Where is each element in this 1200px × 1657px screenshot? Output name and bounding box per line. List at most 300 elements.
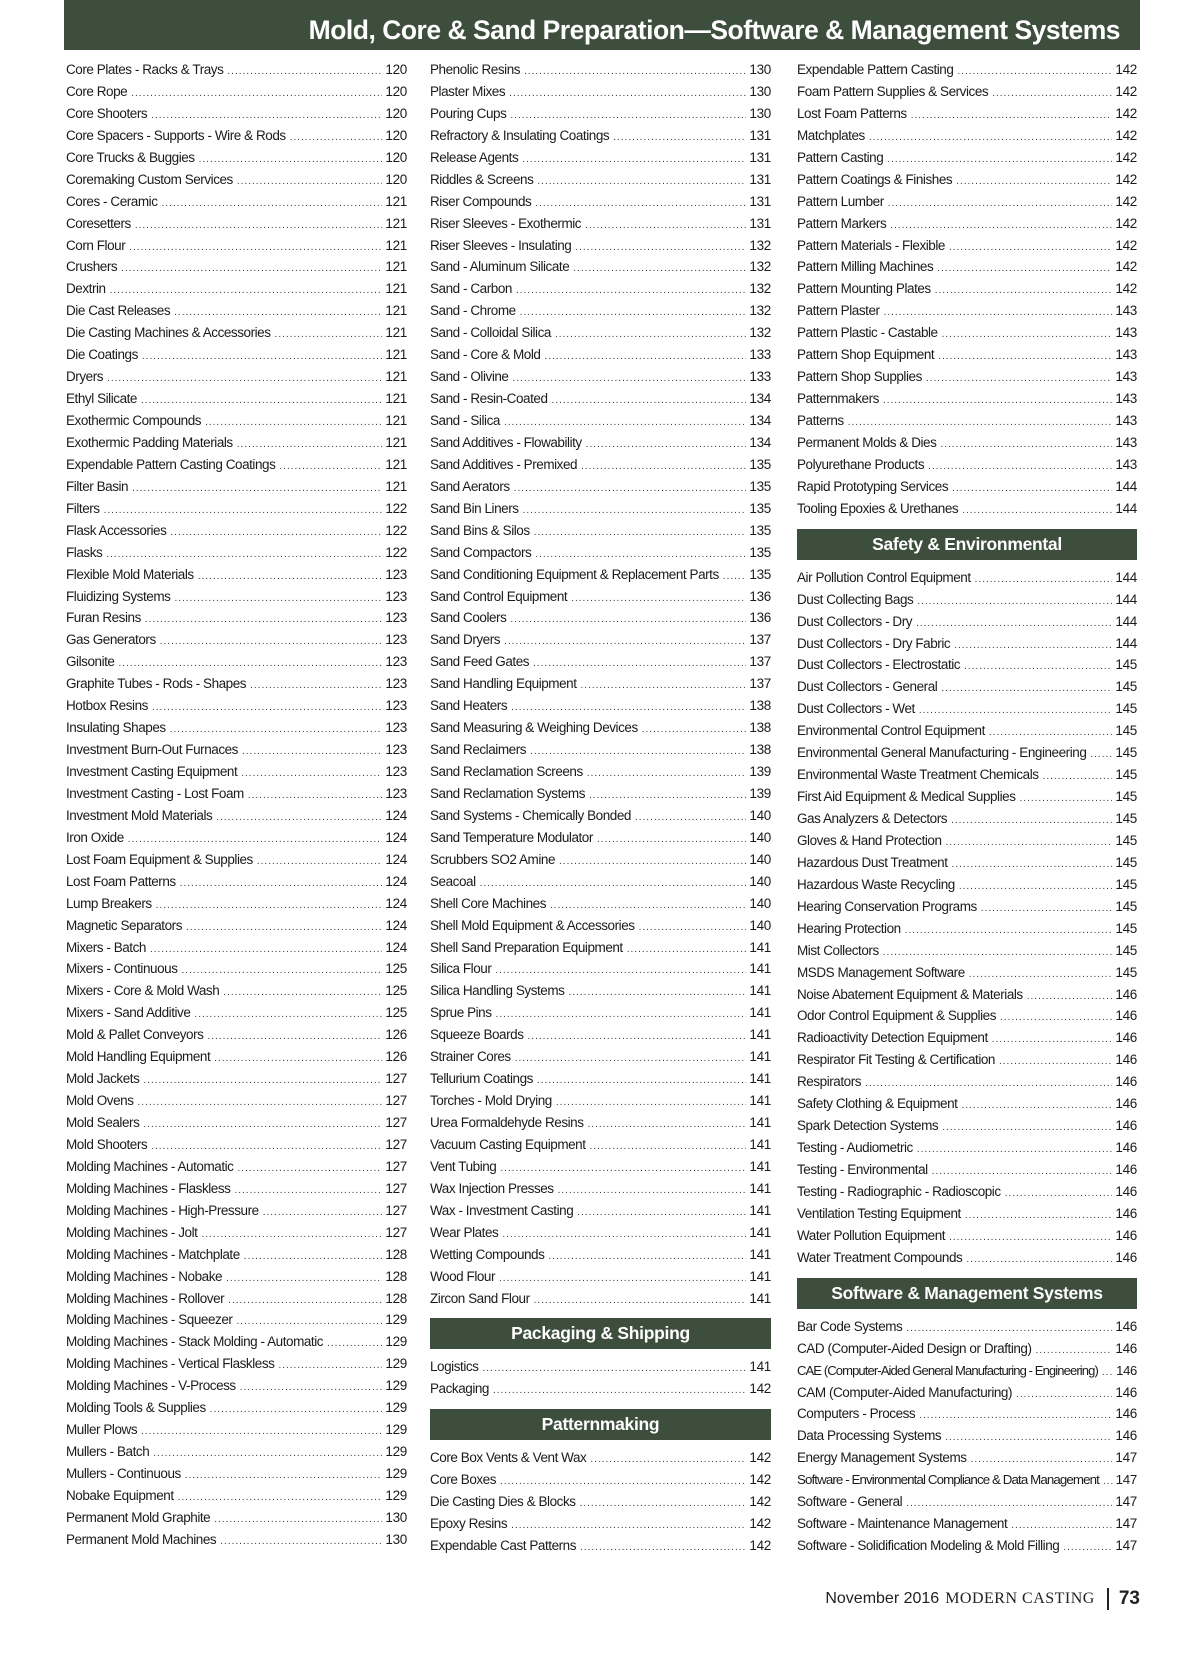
section-heading: Packaging & Shipping: [430, 1318, 771, 1349]
entry-page-number: 138: [749, 698, 771, 714]
dot-leader: [587, 768, 747, 779]
entry-name: Spark Detection Systems: [797, 1118, 939, 1134]
dot-leader: [500, 1163, 746, 1174]
index-entry: [797, 1450, 1137, 1472]
entry-name: Gilsonite: [66, 654, 115, 670]
entry-page-number: 143: [1115, 434, 1137, 450]
dot-leader: [194, 1009, 382, 1020]
entry-page-number: 144: [1115, 591, 1137, 607]
dot-leader: [495, 965, 746, 976]
entry-page-number: 142: [749, 1472, 771, 1488]
dot-leader: [128, 834, 383, 845]
dot-leader: [590, 1454, 746, 1465]
dot-leader: [216, 812, 382, 823]
dot-leader: [884, 307, 1113, 318]
dot-leader: [883, 395, 1112, 406]
entry-name: Hearing Protection: [797, 920, 901, 936]
entry-page-number: 127: [385, 1158, 407, 1174]
dot-leader: [141, 395, 382, 406]
index-entry: [66, 961, 407, 983]
entry-page-number: 145: [1115, 920, 1137, 936]
entry-page-number: 123: [385, 764, 407, 779]
index-entry: [430, 347, 771, 369]
index-entry: [797, 614, 1137, 636]
dot-leader: [129, 242, 382, 253]
dot-leader: [227, 66, 382, 77]
entry-page-number: 142: [1115, 171, 1137, 187]
entry-page-number: 135: [749, 478, 771, 494]
index-entry: [797, 1250, 1137, 1272]
dot-leader: [945, 1432, 1112, 1443]
index-entry: [797, 479, 1137, 501]
entry-name: Lost Foam Patterns: [797, 105, 907, 121]
index-entry: [66, 1488, 407, 1510]
index-entry: [797, 592, 1137, 614]
index-entry: [430, 1359, 771, 1381]
entry-page-number: 142: [1115, 62, 1137, 77]
entry-page-number: 131: [749, 149, 771, 165]
entry-page-number: 121: [385, 391, 407, 407]
entry-name: Sand Heaters: [430, 698, 508, 714]
dot-leader: [941, 683, 1112, 694]
entry-name: Sand Dryers: [430, 632, 501, 648]
index-entry: [66, 1334, 407, 1356]
entry-name: Pattern Plaster: [797, 303, 880, 319]
index-entry: [797, 1472, 1137, 1494]
entry-page-number: 142: [1115, 149, 1137, 165]
entry-name: Molding Machines - Rollover: [66, 1290, 225, 1306]
entry-page-number: 128: [385, 1268, 407, 1284]
entry-name: Hazardous Waste Recycling: [797, 876, 955, 892]
entry-name: Wax Injection Presses: [430, 1180, 554, 1196]
dot-leader: [558, 1185, 747, 1196]
index-entry: [797, 745, 1137, 767]
entry-page-number: 145: [1115, 964, 1137, 980]
index-entry: [797, 833, 1137, 855]
index-entry: [66, 1312, 407, 1334]
entry-page-number: 141: [749, 1136, 771, 1152]
dot-leader: [174, 593, 382, 604]
entry-name: Silica Handling Systems: [430, 983, 565, 999]
index-entry: [66, 1159, 407, 1181]
index-entry: [430, 1247, 771, 1269]
entry-page-number: 132: [749, 325, 771, 341]
dot-leader: [104, 505, 383, 516]
index-entry: [430, 1291, 771, 1313]
entry-name: Radioactivity Detection Equipment: [797, 1030, 988, 1046]
dot-leader: [198, 571, 383, 582]
index-entry: [430, 632, 771, 654]
entry-name: Sand Additives - Flowability: [430, 434, 582, 450]
dot-leader: [869, 132, 1113, 143]
dot-leader: [723, 571, 747, 582]
entry-name: Bar Code Systems: [797, 1318, 903, 1334]
entry-page-number: 130: [385, 1509, 407, 1525]
entry-name: Hotbox Resins: [66, 698, 148, 714]
entry-name: Dust Collectors - General: [797, 679, 938, 695]
entry-name: Squeeze Boards: [430, 1027, 524, 1043]
entry-page-number: 145: [1115, 854, 1137, 870]
index-entry: [797, 1052, 1137, 1074]
entry-name: Mold Shooters: [66, 1136, 148, 1152]
entry-name: Investment Casting Equipment: [66, 764, 238, 779]
entry-page-number: 145: [1115, 942, 1137, 958]
index-entry: [430, 128, 771, 150]
dot-leader: [848, 417, 1113, 428]
entry-page-number: 122: [385, 544, 407, 560]
entry-name: Core Shooters: [66, 105, 148, 121]
index-entry: [797, 1428, 1137, 1450]
entry-name: Vent Tubing: [430, 1158, 497, 1174]
dot-leader: [151, 110, 382, 121]
entry-page-number: 137: [749, 654, 771, 670]
entry-page-number: 138: [749, 720, 771, 736]
index-entry: [797, 259, 1137, 281]
index-entry: [430, 1159, 771, 1181]
index-entry: [430, 961, 771, 983]
entry-name: Core Plates - Racks & Trays: [66, 62, 224, 77]
index-entry: [430, 325, 771, 347]
entry-page-number: 120: [385, 127, 407, 143]
entry-page-number: 145: [1115, 657, 1137, 673]
dot-leader: [928, 461, 1112, 472]
entry-name: Matchplates: [797, 127, 865, 143]
entry-name: Flasks: [66, 544, 103, 560]
entry-page-number: 121: [385, 303, 407, 319]
dot-leader: [642, 724, 747, 735]
index-entry: [66, 1225, 407, 1247]
dot-leader: [514, 483, 747, 494]
dot-leader: [207, 1031, 382, 1042]
section-heading: Software & Management Systems: [797, 1278, 1137, 1309]
entry-page-number: 146: [1115, 1096, 1137, 1112]
entry-page-number: 147: [1115, 1472, 1137, 1488]
index-entry: [66, 940, 407, 962]
entry-name: Pattern Mounting Plates: [797, 281, 931, 297]
dot-leader: [635, 812, 746, 823]
entry-name: Environmental Control Equipment: [797, 723, 985, 739]
index-entry: [797, 325, 1137, 347]
dot-leader: [290, 132, 383, 143]
dot-leader: [537, 1075, 746, 1086]
index-entry: [430, 238, 771, 260]
index-entry: [797, 877, 1137, 899]
index-entry: [430, 567, 771, 589]
entry-name: Core Spacers - Supports - Wire & Rods: [66, 127, 286, 143]
entry-page-number: 120: [385, 83, 407, 99]
index-entry: [66, 654, 407, 676]
entry-page-number: 146: [1115, 986, 1137, 1002]
index-entry: [797, 723, 1137, 745]
entry-page-number: 142: [749, 1450, 771, 1466]
dot-leader: [153, 1448, 382, 1459]
index-entry: [66, 238, 407, 260]
index-entry: [66, 896, 407, 918]
entry-name: Pouring Cups: [430, 105, 507, 121]
entry-page-number: 143: [1115, 347, 1137, 363]
dot-leader: [511, 702, 746, 713]
dot-leader: [237, 439, 383, 450]
entry-name: Riser Sleeves - Insulating: [430, 237, 572, 253]
dot-leader: [550, 900, 746, 911]
index-entry: [430, 106, 771, 128]
index-entry: [66, 567, 407, 589]
entry-name: Dryers: [66, 369, 104, 385]
entry-page-number: 129: [385, 1400, 407, 1416]
dot-leader: [257, 856, 383, 867]
page-title: Mold, Core & Sand Preparation—Software & Management Systems: [308, 15, 1120, 45]
entry-name: Sand Coolers: [430, 610, 507, 626]
section-heading: Safety & Environmental: [797, 529, 1137, 560]
entry-page-number: 147: [1115, 1538, 1137, 1554]
entry-page-number: 146: [1115, 1384, 1137, 1400]
index-entry: [66, 589, 407, 611]
entry-page-number: 121: [385, 281, 407, 297]
entry-page-number: 140: [749, 851, 771, 867]
index-entry: [430, 194, 771, 216]
entry-page-number: 145: [1115, 811, 1137, 826]
entry-name: Sand - Carbon: [430, 281, 512, 297]
entry-page-number: 143: [1115, 325, 1137, 341]
index-column-1: [66, 62, 407, 1554]
entry-name: Ethyl Silicate: [66, 391, 137, 407]
index-entry: [66, 325, 407, 347]
entry-page-number: 121: [385, 456, 407, 472]
entry-page-number: 146: [1115, 1183, 1137, 1199]
entry-name: Molding Machines - Flaskless: [66, 1180, 231, 1196]
entry-page-number: 146: [1115, 1118, 1137, 1134]
entry-page-number: 145: [1115, 832, 1137, 848]
index-entry: [430, 216, 771, 238]
entry-name: Iron Oxide: [66, 829, 124, 845]
dot-leader: [275, 329, 383, 340]
dot-leader: [118, 658, 382, 669]
index-entry: [66, 413, 407, 435]
index-entry: [430, 1494, 771, 1516]
entry-page-number: 140: [749, 807, 771, 823]
entry-name: Molding Machines - Vertical Flaskless: [66, 1356, 275, 1372]
dot-leader: [589, 790, 746, 801]
entry-name: Logistics: [430, 1359, 479, 1375]
entry-name: Riddles & Screens: [430, 171, 534, 187]
entry-page-number: 139: [749, 764, 771, 779]
entry-page-number: 145: [1115, 789, 1137, 805]
dot-leader: [919, 705, 1113, 716]
dot-leader: [1063, 1542, 1112, 1553]
index-entry: [797, 1406, 1137, 1428]
dot-leader: [966, 1254, 1112, 1265]
dot-leader: [949, 242, 1112, 253]
entry-page-number: 137: [749, 632, 771, 648]
entry-page-number: 141: [749, 1005, 771, 1021]
entry-name: Magnetic Separators: [66, 917, 183, 933]
page-footer: [825, 1588, 1140, 1610]
entry-page-number: 142: [749, 1516, 771, 1532]
index-entry: [797, 701, 1137, 723]
dot-leader: [152, 702, 382, 713]
index-entry: [430, 1450, 771, 1472]
index-entry: [430, 259, 771, 281]
dot-leader: [942, 329, 1113, 340]
index-entry: [66, 764, 407, 786]
entry-name: Sand Compactors: [430, 544, 532, 560]
entry-name: Exothermic Padding Materials: [66, 434, 233, 450]
dot-leader: [1102, 1367, 1113, 1378]
dot-leader: [935, 285, 1113, 296]
dot-leader: [952, 483, 1112, 494]
index-entry: [797, 1096, 1137, 1118]
dot-leader: [559, 856, 746, 867]
entry-name: Mold Ovens: [66, 1093, 134, 1109]
dot-leader: [242, 746, 382, 757]
index-entry: [797, 943, 1137, 965]
entry-name: Investment Casting - Lost Foam: [66, 785, 244, 801]
index-entry: [66, 1181, 407, 1203]
index-entry: [66, 281, 407, 303]
dot-leader: [999, 1056, 1112, 1067]
dot-leader: [516, 285, 746, 296]
index-entry: [797, 128, 1137, 150]
entry-name: Software - Solidification Modeling & Mold Filling: [797, 1538, 1060, 1554]
dot-leader: [226, 1273, 382, 1284]
entry-name: Expendable Pattern Casting Coatings: [66, 456, 276, 472]
index-entry: [430, 1269, 771, 1291]
entry-name: Computers - Process: [797, 1406, 916, 1422]
entry-name: Lump Breakers: [66, 895, 152, 911]
entry-page-number: 123: [385, 566, 407, 582]
entry-name: Die Casting Dies & Blocks: [430, 1494, 576, 1510]
entry-page-number: 123: [385, 610, 407, 626]
entry-name: Coremaking Custom Services: [66, 171, 233, 187]
index-entry: [66, 786, 407, 808]
index-entry: [430, 1225, 771, 1247]
dot-leader: [916, 618, 1112, 629]
entry-name: Patternmakers: [797, 391, 879, 407]
dot-leader: [220, 1536, 382, 1547]
entry-name: Environmental General Manufacturing - Engineering: [797, 745, 1087, 761]
entry-page-number: 130: [385, 1531, 407, 1547]
entry-page-number: 129: [385, 1444, 407, 1460]
dot-leader: [1020, 793, 1113, 804]
entry-page-number: 135: [749, 456, 771, 472]
dot-leader: [263, 1207, 383, 1218]
dot-leader: [588, 1119, 747, 1130]
dot-leader: [975, 574, 1113, 585]
index-entry: [430, 501, 771, 523]
entry-name: Molding Machines - V-Process: [66, 1378, 236, 1394]
entry-name: Nobake Equipment: [66, 1487, 174, 1503]
dot-leader: [142, 351, 382, 362]
index-entry: [66, 259, 407, 281]
entry-page-number: 143: [1115, 303, 1137, 319]
entry-name: Permanent Mold Machines: [66, 1531, 217, 1547]
entry-page-number: 142: [1115, 259, 1137, 275]
dot-leader: [513, 373, 747, 384]
index-entry: [66, 1291, 407, 1313]
dot-leader: [237, 176, 383, 187]
dot-leader: [145, 614, 382, 625]
entry-page-number: 142: [1115, 281, 1137, 297]
dot-leader: [1005, 1188, 1113, 1199]
index-entry: [430, 523, 771, 545]
entry-name: Core Rope: [66, 83, 128, 99]
dot-leader: [1103, 1476, 1113, 1487]
dot-leader: [580, 1498, 747, 1509]
index-entry: [66, 545, 407, 567]
dot-leader: [1000, 1012, 1112, 1023]
dot-leader: [917, 596, 1112, 607]
entry-name: Molding Machines - Matchplate: [66, 1246, 240, 1262]
entry-page-number: 128: [385, 1290, 407, 1306]
dot-leader: [571, 593, 746, 604]
dot-leader: [248, 790, 383, 801]
index-entry: [797, 1363, 1137, 1385]
entry-name: Sand Conditioning Equipment & Replacement Parts: [430, 566, 719, 582]
entry-page-number: 121: [385, 237, 407, 253]
dot-leader: [586, 439, 747, 450]
index-entry: [797, 1162, 1137, 1184]
entry-page-number: 129: [385, 1466, 407, 1481]
entry-name: Hazardous Dust Treatment: [797, 854, 948, 870]
index-entry: [66, 742, 407, 764]
index-entry: [66, 216, 407, 238]
dot-leader: [905, 925, 1113, 936]
index-entry: [430, 457, 771, 479]
entry-name: Dextrin: [66, 281, 106, 297]
entry-page-number: 142: [1115, 193, 1137, 209]
dot-leader: [493, 1385, 746, 1396]
entry-page-number: 132: [749, 237, 771, 253]
dot-leader: [959, 881, 1113, 892]
entry-name: Mixers - Batch: [66, 939, 146, 955]
index-entry: [797, 281, 1137, 303]
dot-leader: [510, 614, 746, 625]
dot-leader: [178, 1492, 383, 1503]
entry-name: Vacuum Casting Equipment: [430, 1136, 586, 1152]
index-entry: [66, 874, 407, 896]
entry-name: Dust Collectors - Wet: [797, 701, 915, 717]
dot-leader: [1043, 771, 1113, 782]
index-entry: [430, 940, 771, 962]
entry-page-number: 135: [749, 522, 771, 538]
entry-page-number: 146: [1115, 1008, 1137, 1024]
index-entry: [430, 808, 771, 830]
entry-page-number: 127: [385, 1115, 407, 1130]
entry-page-number: 145: [1115, 745, 1137, 761]
entry-name: Foam Pattern Supplies & Services: [797, 83, 989, 99]
entry-name: Mixers - Continuous: [66, 961, 178, 977]
index-entry: [797, 391, 1137, 413]
index-entry: [797, 1008, 1137, 1030]
entry-name: Dust Collectors - Dry Fabric: [797, 635, 951, 651]
entry-page-number: 132: [749, 303, 771, 319]
entry-page-number: 144: [1115, 500, 1137, 516]
entry-name: Filters: [66, 500, 100, 516]
magazine-name: MODERN CASTING: [945, 1590, 1095, 1607]
index-entry: [66, 106, 407, 128]
dot-leader: [981, 903, 1113, 914]
index-entry: [430, 918, 771, 940]
dot-leader: [250, 680, 382, 691]
entry-page-number: 141: [749, 961, 771, 977]
entry-name: Investment Mold Materials: [66, 807, 213, 823]
entry-name: Insulating Shapes: [66, 720, 166, 736]
dot-leader: [205, 417, 382, 428]
dot-leader: [534, 1295, 747, 1306]
entry-page-number: 146: [1115, 1227, 1137, 1243]
entry-page-number: 127: [385, 1224, 407, 1240]
entry-name: Filter Basin: [66, 478, 129, 494]
